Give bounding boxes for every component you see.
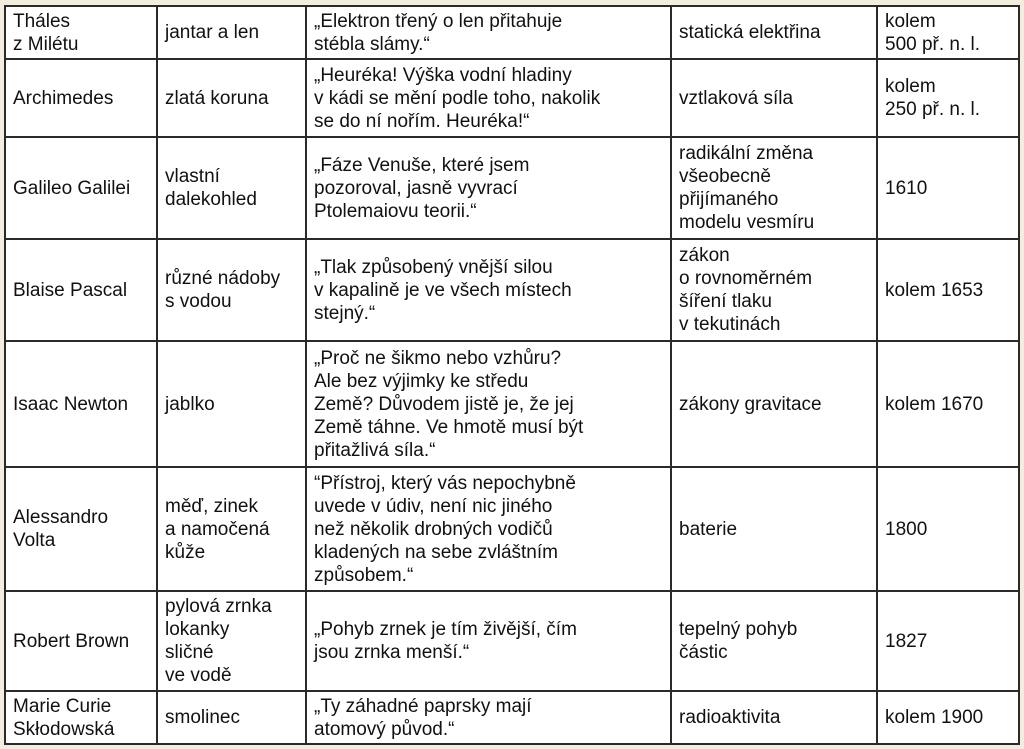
quote-cell: „Tlak způsobený vnější silou v kapalině je ve všech místech stejný.“ bbox=[306, 239, 671, 341]
object-cell: smolinec bbox=[157, 691, 306, 744]
date-cell: 1610 bbox=[877, 137, 1019, 239]
table-row bbox=[5, 59, 1019, 137]
table-row bbox=[5, 341, 1019, 467]
scientist-cell: Tháles z Milétu bbox=[5, 6, 157, 59]
table-row bbox=[5, 137, 1019, 239]
object-cell: měď, zinek a namočená kůže bbox=[157, 467, 306, 591]
table-row bbox=[5, 6, 1019, 59]
scientist-cell: Archimedes bbox=[5, 59, 157, 137]
object-cell: zlatá koruna bbox=[157, 59, 306, 137]
scientist-cell: Marie Curie Skłodowská bbox=[5, 691, 157, 744]
scientist-cell: Isaac Newton bbox=[5, 341, 157, 467]
quote-cell: “Přístroj, který vás nepochybně uvede v údiv, není nic jiného než několik drobných vodičů kladených na sebe zvláštním způsobem.“ bbox=[306, 467, 671, 591]
object-cell: jablko bbox=[157, 341, 306, 467]
quote-cell: „Pohyb zrnek je tím živější, čím jsou zrnka menší.“ bbox=[306, 591, 671, 691]
date-cell: 1827 bbox=[877, 591, 1019, 691]
object-cell: vlastní dalekohled bbox=[157, 137, 306, 239]
discovery-cell: radikální změna všeobecně přijímaného modelu vesmíru bbox=[671, 137, 877, 239]
table-row bbox=[5, 691, 1019, 744]
table-row bbox=[5, 467, 1019, 591]
object-cell: jantar a len bbox=[157, 6, 306, 59]
scientist-cell: Blaise Pascal bbox=[5, 239, 157, 341]
date-cell: 1800 bbox=[877, 467, 1019, 591]
discovery-cell: vztlaková síla bbox=[671, 59, 877, 137]
scientist-cell: Galileo Galilei bbox=[5, 137, 157, 239]
date-cell: kolem 1900 bbox=[877, 691, 1019, 744]
discovery-cell: baterie bbox=[671, 467, 877, 591]
table-row bbox=[5, 239, 1019, 341]
date-cell: kolem 250 př. n. l. bbox=[877, 59, 1019, 137]
quote-cell: „Fáze Venuše, které jsem pozoroval, jasně vyvrací Ptolemaiovu teorii.“ bbox=[306, 137, 671, 239]
discovery-cell: radioaktivita bbox=[671, 691, 877, 744]
quote-cell: „Heuréka! Výška vodní hladiny v kádi se mění podle toho, nakolik se do ní nořím. Heuréka!“ bbox=[306, 59, 671, 137]
scientist-cell: Alessandro Volta bbox=[5, 467, 157, 591]
scientist-cell: Robert Brown bbox=[5, 591, 157, 691]
discovery-cell: statická elektřina bbox=[671, 6, 877, 59]
object-cell: různé nádoby s vodou bbox=[157, 239, 306, 341]
quote-cell: „Proč ne šikmo nebo vzhůru? Ale bez výjimky ke středu Země? Důvodem jistě je, že jej Země táhne. Ve hmotě musí být přitažlivá síla.“ bbox=[306, 341, 671, 467]
date-cell: kolem 1653 bbox=[877, 239, 1019, 341]
discoveries-table-container bbox=[4, 5, 1020, 745]
quote-cell: „Ty záhadné paprsky mají atomový původ.“ bbox=[306, 691, 671, 744]
discovery-cell: zákony gravitace bbox=[671, 341, 877, 467]
date-cell: kolem 1670 bbox=[877, 341, 1019, 467]
table-row bbox=[5, 591, 1019, 691]
discovery-cell: tepelný pohyb částic bbox=[671, 591, 877, 691]
quote-cell: „Elektron třený o len přitahuje stébla slámy.“ bbox=[306, 6, 671, 59]
date-cell: kolem 500 př. n. l. bbox=[877, 6, 1019, 59]
discovery-cell: zákon o rovnoměrném šíření tlaku v tekutinách bbox=[671, 239, 877, 341]
object-cell: pylová zrnka lokanky sličné ve vodě bbox=[157, 591, 306, 691]
discoveries-table bbox=[4, 5, 1020, 745]
